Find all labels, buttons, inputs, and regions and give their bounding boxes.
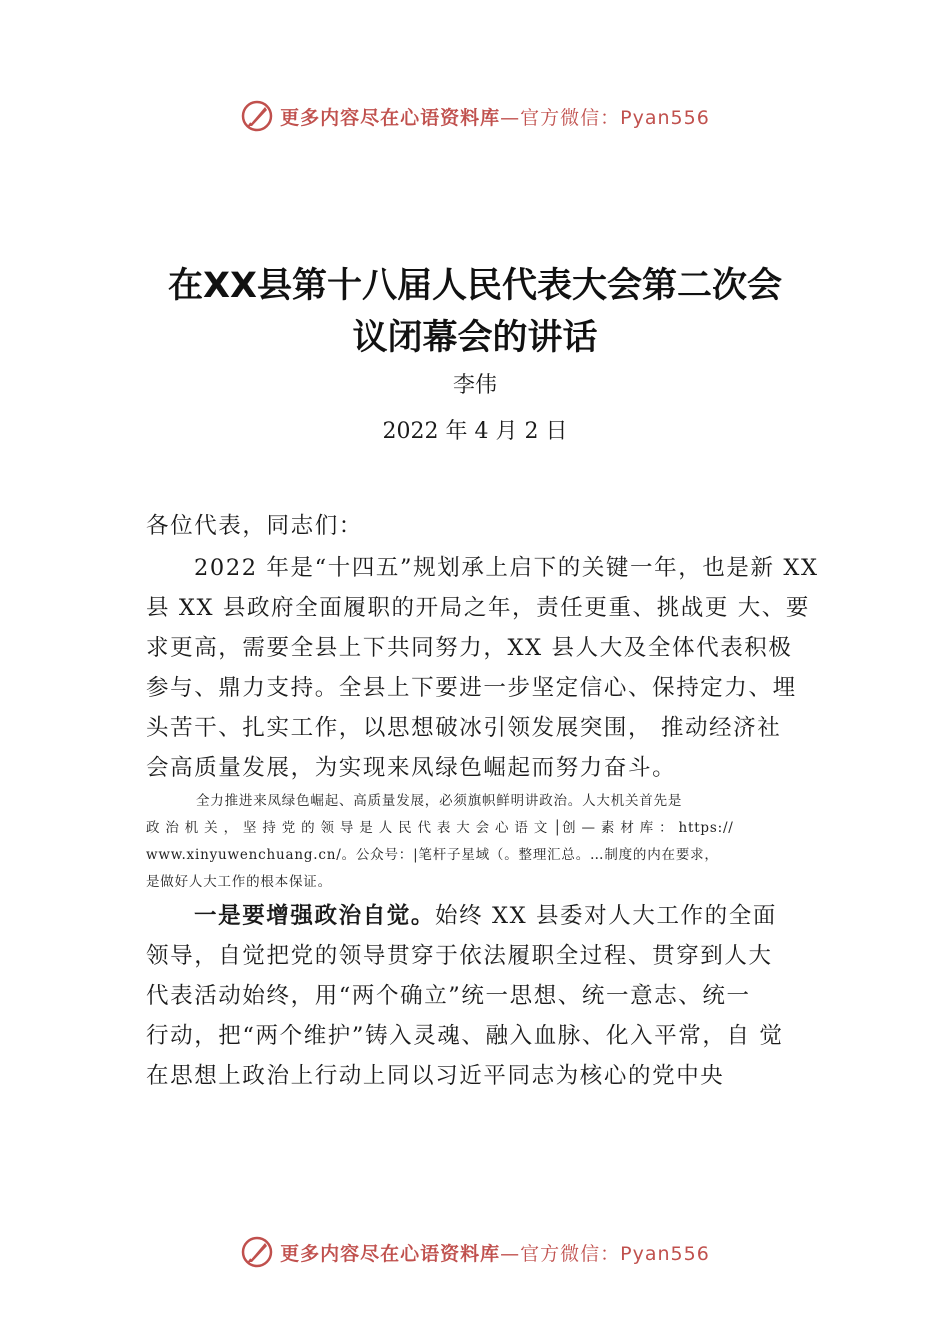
paragraph-line: 领导，自觉把党的领导贯穿于依法履职全过程、贯穿到人大 — [146, 943, 773, 969]
paragraph-line: 县 XX 县政府全面履职的开局之年，责任更重、挑战更 大、要 — [146, 595, 810, 621]
banner-wechat: —官方微信：Pyan556 — [500, 106, 710, 129]
paragraph-line: 在思想上政治上行动上同以习近平同志为核心的党中央 — [146, 1063, 725, 1089]
date: 2022 年 4 月 2 日 — [382, 419, 568, 444]
banner-wechat: —官方微信：Pyan556 — [500, 1242, 710, 1265]
paragraph-line: 头苦干、扎实工作，以思想破冰引领发展突围， 推动经济社 — [146, 715, 782, 741]
paragraph-line: 代表活动始终，用“两个确立”统一思想、统一意志、统一 — [146, 983, 751, 1009]
paragraph-line: 会高质量发展，为实现来凤绿色崛起而努力奋斗。 — [146, 755, 677, 781]
quill-pen-circle-icon — [240, 99, 274, 133]
paragraph-line: 行动，把“两个维护”铸入灵魂、融入血脉、化入平常，自 觉 — [146, 1023, 784, 1049]
small-text-line: 全力推进来凤绿色崛起、高质量发展，必须旗帜鲜明讲政治。人大机关首先是 — [196, 793, 683, 809]
banner-text: 更多内容尽在心语资料库 — [280, 1242, 501, 1265]
paragraph-line: 求更高，需要全县上下共同努力，XX 县人大及全体代表积极 — [146, 635, 793, 661]
section-first-text: 始终 XX 县委对人大工作的全面 — [435, 903, 777, 929]
document-title-line2: 议闭幕会的讲话 — [352, 318, 598, 358]
quill-pen-circle-icon — [240, 1235, 274, 1269]
paragraph-line: 2022 年是“十四五”规划承上启下的关键一年，也是新 XX — [194, 555, 819, 581]
small-text-line: 政 治 机 关 ， 坚 持 党 的 领 导 是 人 民 代 表 大 会 心 语 文 │创 — 素 材 库 ： https:// — [146, 820, 734, 836]
section-first-line — [194, 896, 884, 936]
salutation: 各位代表，同志们： — [146, 513, 363, 539]
small-text-line: www.xinyuwenchuang.cn/。公众号：|笔杆子星域（。整理汇总。…制度的内在要求， — [146, 847, 719, 863]
document-title-line1: 在XX县第十八届人民代表大会第二次会 — [168, 266, 782, 306]
paragraph-line: 参与、鼎力支持。全县上下要进一步坚定信心、保持定力、埋 — [146, 675, 797, 701]
footer-banner — [0, 1232, 950, 1272]
author: 李伟 — [452, 373, 497, 398]
section-heading: 一是要增强政治自觉。 — [194, 903, 436, 929]
header-banner — [0, 96, 950, 136]
banner-text: 更多内容尽在心语资料库 — [280, 106, 501, 129]
small-text-line: 是做好人大工作的根本保证。 — [146, 874, 332, 890]
